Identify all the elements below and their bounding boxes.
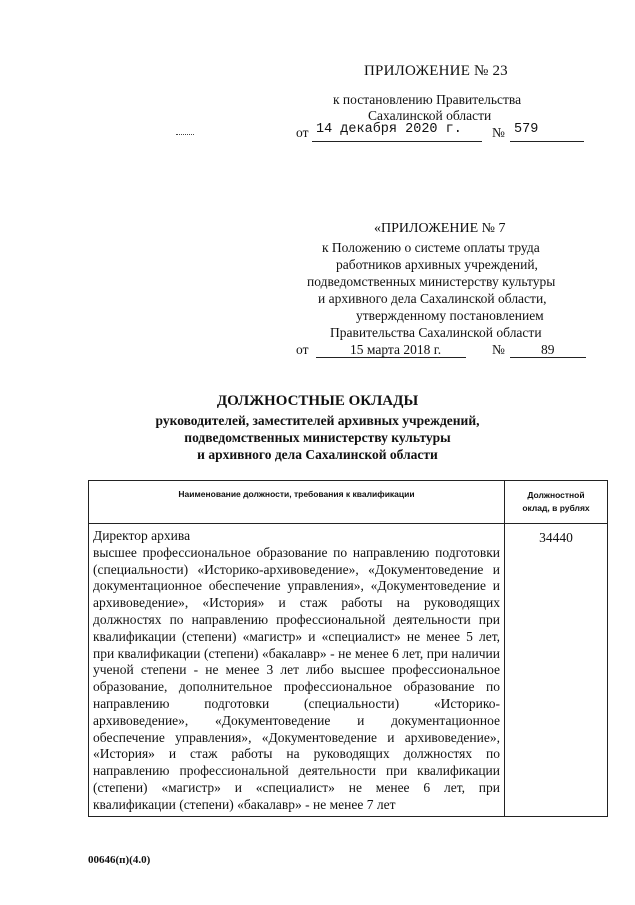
table-row [89,524,608,817]
salary-cell: 34440 [505,524,608,817]
embedded-date-prefix: от [296,342,309,357]
column-header-salary [505,481,608,524]
embedded-line-5: утвержденному постановлением [356,308,544,323]
date-value: 14 декабря 2020 г. [316,122,462,137]
embedded-line-6: Правительства Сахалинской области [330,325,542,340]
salary-table [88,480,608,817]
qualification-requirements: высшее профессиональное образование по направлению подготовки (специальности) «Историко-архивоведение», «Документоведение и документационное обеспечение управления», «Документоведение и архивоведение», «История» и стаж работы на руководящих должностях по направлению профессиональной деятельности при квалификации (степени) «магистр» и «специалист» не менее 5 лет, при квалификации (степени) «бакалавр» - не менее 6 лет, при наличии ученой степени - не менее 3 лет либо высшее профессиональное образование, дополнительное профессиональное образование по направлению подготовки (специальности) «Историко-архивоведение», «Документоведение и документационное обеспечение управления», «Документоведение и архивоведение», «История» и стаж работы на руководящих должностях по направлению профессиональной деятельности при квалификации (степени) «магистр» и «специалист» не менее 6 лет, при квалификации (степени) «бакалавр» - не менее 7 лет [93,544,500,812]
appendix-title: ПРИЛОЖЕНИЕ № 23 [364,63,508,79]
embedded-appendix-title: «ПРИЛОЖЕНИЕ № 7 [374,221,506,236]
document-heading: ДОЛЖНОСТНЫЕ ОКЛАДЫ [216,393,419,409]
number-value: 579 [514,122,539,137]
heading-sub-line-2: подведомственных министерству культуры [184,430,451,445]
embedded-line-2: работников архивных учреждений, [336,257,538,272]
number-underline [510,141,584,142]
column-header-position: Наименование должности, требования к квалификации [89,481,505,524]
column-header-salary-line-1: Должностной [527,490,585,500]
embedded-date-value: 15 марта 2018 г. [350,342,442,357]
date-prefix: от [296,125,309,140]
column-header-salary-line-2: оклад, в рублях [522,503,590,513]
resolution-line-1: к постановлению Правительства [333,92,522,107]
number-sign: № [492,125,505,140]
embedded-number-value: 89 [541,342,555,357]
date-underline [312,141,482,142]
document-code: 00646(п)(4.0) [88,854,151,866]
resolution-line-2: Сахалинской области [368,108,492,123]
embedded-line-4: и архивного дела Сахалинской области, [318,291,547,306]
scan-mark [176,131,194,135]
heading-sub-line-3: и архивного дела Сахалинской области [197,447,438,462]
embedded-line-1: к Положению о системе оплаты труда [322,240,540,255]
position-cell [89,524,505,817]
embedded-number-sign: № [492,342,505,357]
embedded-line-3: подведомственных министерству культуры [307,274,556,289]
table-header-row [89,481,608,524]
position-title: Директор архива [93,528,191,543]
heading-sub-line-1: руководителей, заместителей архивных учреждений, [155,413,480,428]
